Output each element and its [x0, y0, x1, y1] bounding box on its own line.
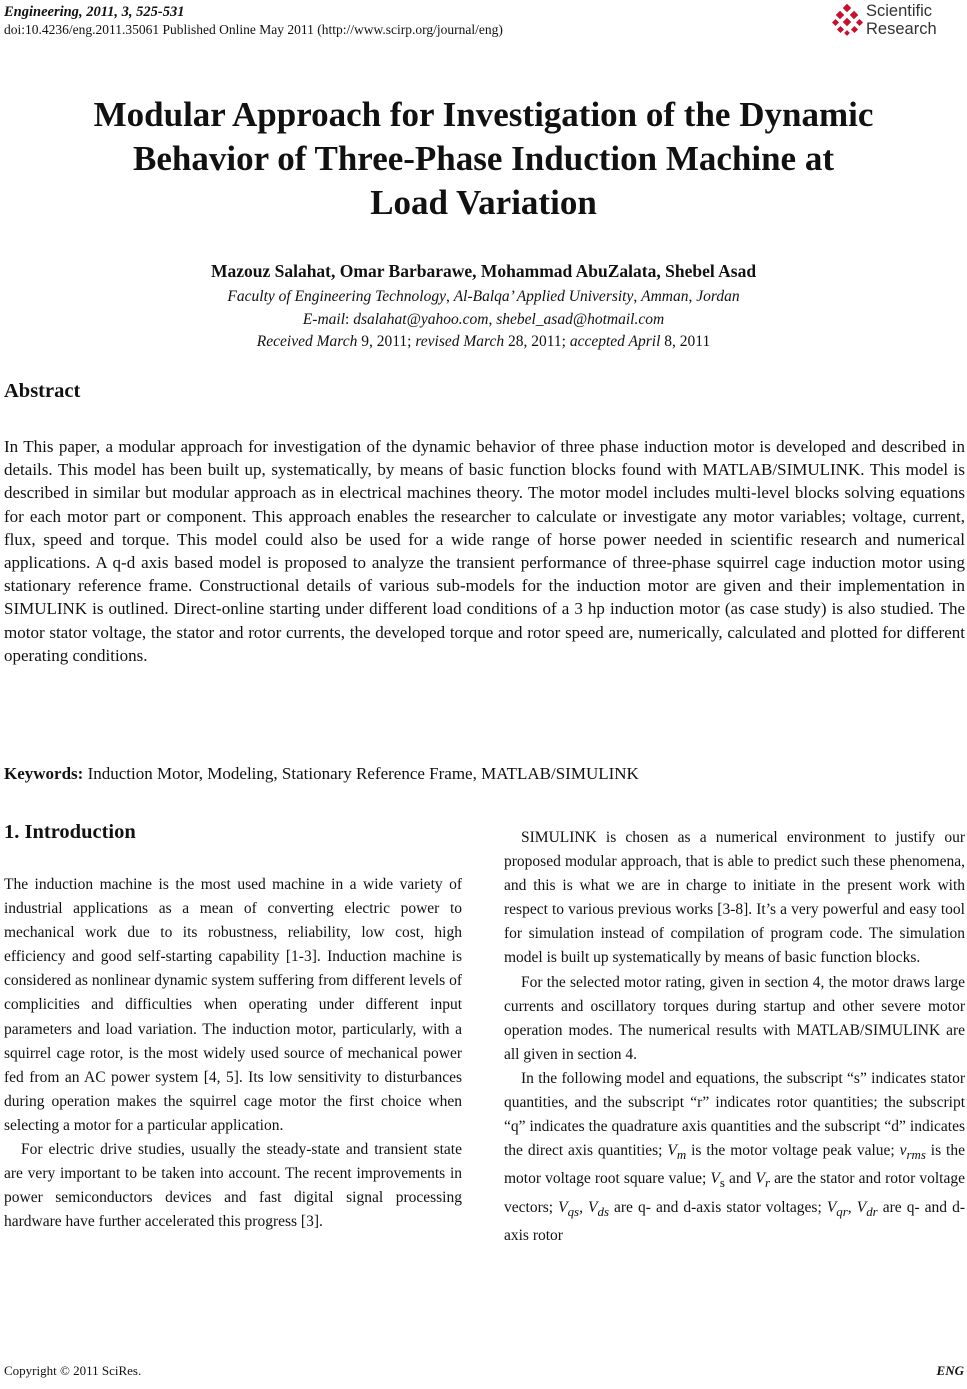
symbol-vqr-sub: qr: [836, 1203, 848, 1219]
intro-paragraph-2: For electric drive studies, usually the steady-state and transient state are very important to be taken into account. The recent improvements in power semiconductors devices and fast digital signal processing hardware have further accelerated this progress [3].: [4, 1141, 462, 1231]
symbol-vds-sub: ds: [597, 1203, 609, 1219]
symbol-vrms-sub: rms: [906, 1147, 926, 1163]
publisher-logo: [832, 2, 964, 44]
logo-line-1: Scientific: [866, 2, 933, 20]
p5-text-3: is the motor voltage root square value;: [504, 1142, 965, 1188]
email-address-1: dsalahat@yahoo.com: [353, 311, 489, 328]
keywords-text: Induction Motor, Modeling, Stationary Reference Frame, MATLAB/SIMULINK: [83, 764, 639, 783]
p5-text-7: are q- and d-axis stator voltages;: [608, 1198, 827, 1216]
affiliation-country: Jordan: [696, 288, 740, 305]
p5-text-8: ,: [847, 1198, 857, 1216]
right-column: [504, 826, 965, 1248]
title-line-1: Modular Approach for Investigation of the Dynamic: [93, 95, 874, 134]
title-line-2: Behavior of Three-Phase Induction Machine at: [133, 139, 834, 178]
logo-text: [866, 2, 937, 38]
journal-volume: , 2011, 3, 525-531: [78, 4, 185, 20]
symbol-vm: V: [667, 1142, 677, 1160]
symbol-vs-sub: s: [719, 1175, 725, 1191]
email-address-2: shebel_asad@hotmail.com: [496, 311, 665, 328]
logo-line-2: Research: [866, 20, 937, 38]
doi-line: doi:10.4236/eng.2011.35061 Published Online May 2011 (http://www.scirp.org/journal/eng): [4, 22, 503, 37]
received-label: Received March: [256, 333, 358, 350]
abstract-body: In This paper, a modular approach for investigation of the dynamic behavior of three phase induction motor is developed and described in details. This model has been built up, systematically, by means of basic function blocks found with MATLAB/SIMULINK. This model is described in similar but modular approach as in electrical machines theory. The motor model includes multi-level blocks solving equations for each motor part or component. This approach enables the researcher to calculate or investigate any motor variables; voltage, current, flux, speed and torque. This model could also be used for a wide range of horse power needed in scientific research and numerical applications. A q-d axis based model is proposed to analyze the transient performance of three-phase squirrel cage induction motor using stationary reference frame. Constructional details of various sub-models for the induction motor are given and their implementation in SIMULINK is outlined. Direct-online starting under different load conditions of a 3 hp induction motor (as case study) is also studied. The motor stator voltage, the stator and rotor currents, the developed torque and rotor speed are, numerically, calculated and plotted for different operating conditions.: [4, 437, 965, 665]
journal-name: Engineering: [4, 4, 79, 20]
p5-text-1: In the following model and equations, the subscript “s” indicates stator quantities, and the subscript “r” indicates rotor quantities; the subscript “q” indicates the quadrature axis quantities and the subscript “d” indicates the direct axis quantities;: [504, 1069, 965, 1160]
symbol-vds: V: [588, 1198, 598, 1216]
section-heading-introduction: 1. Introduction: [4, 821, 136, 843]
footer-journal-abbr: ENG: [936, 1363, 964, 1378]
affiliation-faculty: Faculty of Engineering Technology: [227, 288, 446, 305]
intro-paragraph-4: For the selected motor rating, given in section 4, the motor draws large currents and oscillatory torques during startup and other severe motor operation modes. The numerical results with MATLAB/SIMULINK are all given in section 4.: [504, 973, 965, 1063]
revised-label: revised March: [415, 333, 505, 350]
p5-text-2: is the motor voltage peak value;: [686, 1142, 900, 1160]
email-label: E-mail: [302, 311, 346, 328]
intro-paragraph-3: SIMULINK is chosen as a numerical environment to justify our proposed modular approach, that is able to predict such these phenomena, and this is what we are in charge to initiate in the present work with respect to various previous works [3-8]. It’s a very powerful and easy tool for simulation instead of compilation of program code. The simulation model is built up systematically by means of basic function blocks.: [504, 829, 965, 967]
symbol-vr: V: [755, 1170, 765, 1188]
p5-text-5: are the stator and rotor voltage vectors;: [504, 1170, 965, 1216]
footer-copyright: Copyright © 2011 SciRes.: [4, 1363, 142, 1378]
symbol-vdr-sub: dr: [866, 1203, 878, 1219]
symbol-vdr: V: [856, 1198, 867, 1216]
title-line-3: Load Variation: [370, 183, 597, 222]
abstract-heading: Abstract: [4, 380, 81, 402]
paper-title: [0, 93, 967, 225]
intro-paragraph-5: [504, 1067, 965, 1248]
symbol-vm-sub: m: [676, 1147, 687, 1163]
p5-text-6: ,: [579, 1198, 589, 1216]
keywords: [4, 764, 965, 784]
accepted-label: accepted April: [569, 333, 661, 350]
journal-header: [4, 4, 184, 21]
received-date: 9, 2011;: [357, 333, 416, 350]
revised-date: 28, 2011;: [504, 333, 570, 350]
affiliation-city: Amman: [641, 288, 689, 305]
p5-text-9: are q- and d-axis rotor: [504, 1198, 966, 1244]
keywords-label: Keywords:: [4, 764, 84, 783]
symbol-vqs-sub: qs: [567, 1203, 580, 1219]
symbol-vs: V: [710, 1170, 720, 1188]
email-line: E-mail: dsalahat@yahoo.com, shebel_asad@hotmail.com: [302, 311, 665, 328]
affiliation: Faculty of Engineering Technology, Al-Balqa’ Applied University, Amman, Jordan: [227, 288, 740, 305]
symbol-vqr: V: [826, 1198, 837, 1216]
accepted-date: 8, 2011: [660, 333, 711, 350]
symbol-vr-sub: r: [764, 1175, 770, 1191]
left-column: [4, 873, 462, 1234]
p5-text-4: and: [724, 1170, 756, 1188]
dates-line: [0, 333, 967, 351]
symbol-vqs: V: [558, 1198, 568, 1216]
authors: Mazouz Salahat, Omar Barbarawe, Mohammad AbuZalata, Shebel Asad: [210, 261, 757, 281]
intro-paragraph-1: The induction machine is the most used machine in a wide variety of industrial applications as a mean of converting electric power to mechanical work due to its robustness, reliability, low cost, high efficiency and good self-starting capability [1-3]. Induction machine is considered as nonlinear dynamic system suffering from different levels of complicities and difficulties when operating under different input parameters and load variation. The induction motor, particularly, with a squirrel cage rotor, is the most widely used source of mechanical power fed from an AC power system [4, 5]. Its low sensitivity to disturbances during operation makes the squirrel cage motor the first choice when selecting a motor for a particular application.: [4, 876, 462, 1134]
scientific-research-logo-icon: [832, 4, 864, 38]
affiliation-university: Al-Balqa’ Applied University: [453, 288, 634, 305]
symbol-vrms: v: [899, 1142, 907, 1160]
